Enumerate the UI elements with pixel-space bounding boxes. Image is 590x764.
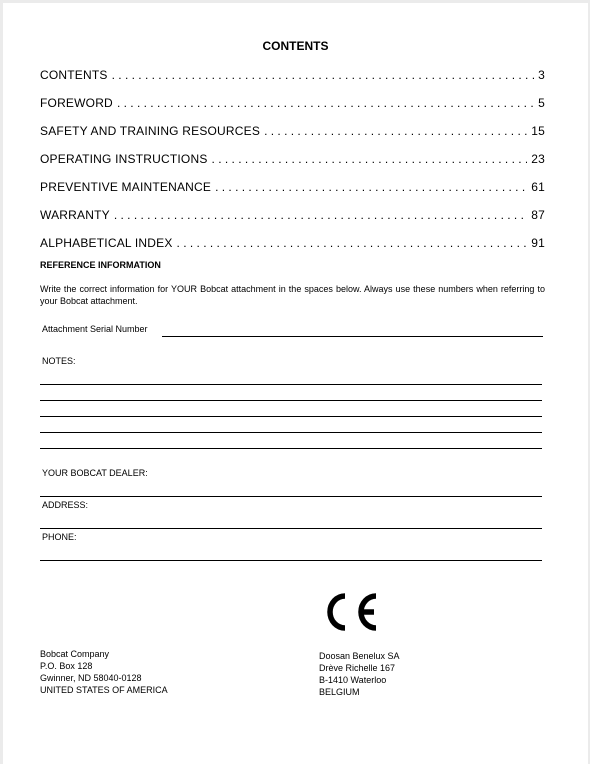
address-line: UNITED STATES OF AMERICA — [40, 685, 168, 695]
toc-label: SAFETY AND TRAINING RESOURCES — [40, 124, 261, 138]
toc-entry-operating[interactable] — [40, 152, 545, 168]
toc-page-number: 3 — [538, 68, 545, 82]
dealer-label: YOUR BOBCAT DEALER: — [42, 468, 148, 478]
toc-label: WARRANTY — [40, 208, 110, 222]
toc-label: PREVENTIVE MAINTENANCE — [40, 180, 212, 194]
toc-label: CONTENTS — [40, 68, 108, 82]
toc-leader-dots — [264, 124, 527, 138]
toc-entry-warranty[interactable] — [40, 208, 545, 224]
ce-mark-icon — [321, 587, 383, 637]
address-block-eu — [319, 650, 400, 698]
notes-line[interactable] — [40, 416, 542, 417]
address-line: Doosan Benelux SA — [319, 651, 400, 661]
address-line: BELGIUM — [319, 687, 360, 697]
address-field[interactable] — [40, 528, 542, 529]
dealer-field[interactable] — [40, 496, 542, 497]
toc-page-number: 87 — [531, 208, 545, 222]
notes-line[interactable] — [40, 432, 542, 433]
toc-page-number: 61 — [531, 180, 545, 194]
toc-leader-dots — [215, 180, 527, 194]
toc-page-number: 15 — [531, 124, 545, 138]
toc-leader-dots — [212, 152, 528, 166]
toc-leader-dots — [177, 236, 528, 250]
page-title: CONTENTS — [262, 39, 329, 53]
notes-line[interactable] — [40, 400, 542, 401]
toc-leader-dots — [112, 68, 535, 82]
toc-entry-maintenance[interactable] — [40, 180, 545, 196]
toc-entry-contents[interactable] — [40, 68, 545, 84]
address-block-us — [40, 648, 168, 696]
toc-entry-index[interactable] — [40, 236, 545, 252]
toc-page-number: 23 — [531, 152, 545, 166]
phone-field[interactable] — [40, 560, 542, 561]
toc-entry-foreword[interactable] — [40, 96, 545, 112]
toc-label: FOREWORD — [40, 96, 113, 110]
page — [3, 3, 588, 764]
address-line: Gwinner, ND 58040-0128 — [40, 673, 142, 683]
toc-page-number: 5 — [538, 96, 545, 110]
toc-page-number: 91 — [531, 236, 545, 250]
reference-instructions: Write the correct information for YOUR Bobcat attachment in the spaces below. Always use these numbers when referring to your Bobcat attachment. — [40, 284, 545, 306]
notes-line[interactable] — [40, 384, 542, 385]
toc-entry-safety[interactable] — [40, 124, 545, 140]
phone-label: PHONE: — [42, 532, 77, 542]
serial-number-label: Attachment Serial Number — [42, 324, 148, 334]
address-line: Bobcat Company — [40, 649, 110, 659]
address-label: ADDRESS: — [42, 500, 89, 510]
toc-leader-dots — [114, 208, 527, 222]
address-line: Drève Richelle 167 — [319, 663, 396, 673]
notes-label: NOTES: — [42, 356, 76, 366]
serial-number-field[interactable] — [162, 336, 543, 337]
address-line: B-1410 Waterloo — [319, 675, 387, 685]
notes-line[interactable] — [40, 448, 542, 449]
toc-label: ALPHABETICAL INDEX — [40, 236, 173, 250]
toc-leader-dots — [117, 96, 534, 110]
address-line: P.O. Box 128 — [40, 661, 93, 671]
toc-label: OPERATING INSTRUCTIONS — [40, 152, 208, 166]
reference-heading: REFERENCE INFORMATION — [40, 260, 161, 270]
